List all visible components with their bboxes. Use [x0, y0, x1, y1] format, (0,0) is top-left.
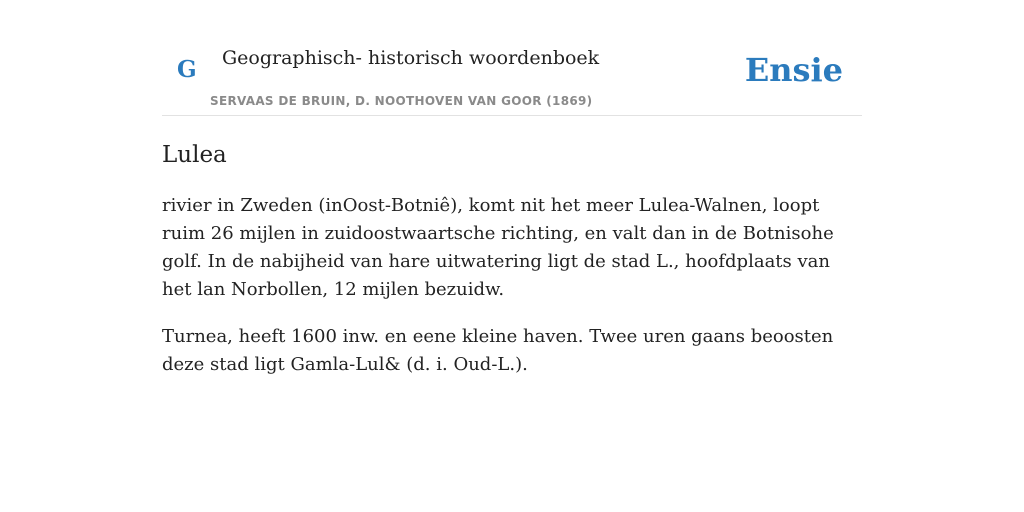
entry-body [162, 192, 862, 398]
ensie-logo-link[interactable]: Ensie [744, 51, 843, 89]
entry-headword: Lulea [162, 142, 227, 168]
content-container [162, 0, 862, 375]
header [162, 0, 862, 116]
book-title-link[interactable]: Geographisch- historisch woordenboek [222, 47, 600, 69]
entry-paragraph: Turnea, heeft 1600 inw. en eene kleine haven. Twee uren gaans beoosten deze stad ligt Gamla-Lul& (d. i. Oud-L.). [162, 326, 834, 375]
book-authors: SERVAAS DE BRUIN, D. NOOTHOVEN VAN GOOR (1869) [210, 94, 593, 108]
entry-paragraph: rivier in Zweden (inOost-Botniê), komt nit het meer Lulea-Walnen, loopt ruim 26 mijlen in zuidoostwaartsche richting, en valt dan in de Botnisohe golf. In de nabijheid van hare uitwatering ligt de stad L., hoofdplaats van het lan Norbollen, 12 mijlen bezuidw. [162, 195, 834, 300]
index-letter-link[interactable]: G [177, 56, 197, 83]
